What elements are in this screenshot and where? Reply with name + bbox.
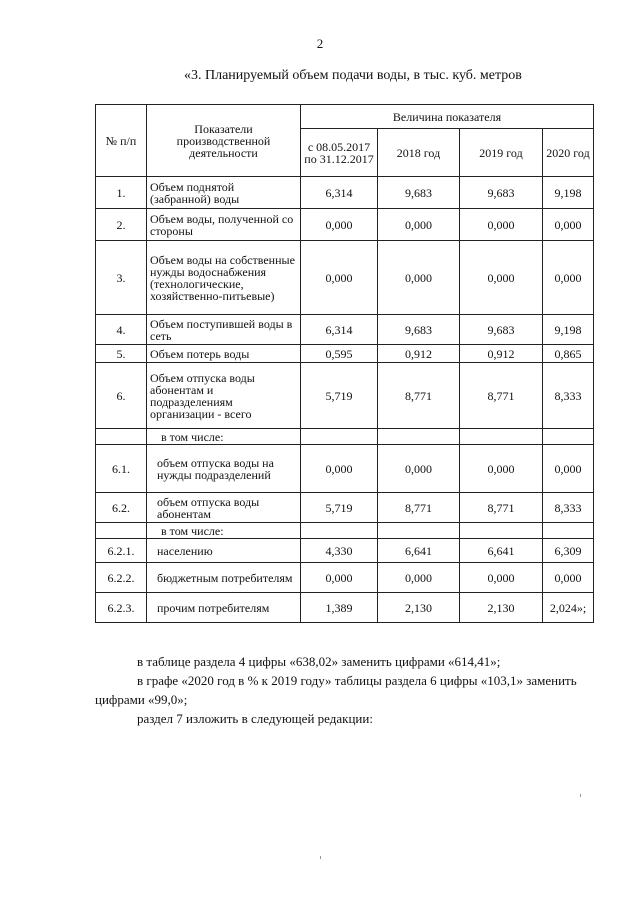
table-row	[96, 241, 594, 315]
value-cell: 9,198	[543, 315, 594, 345]
row-number-cell: 4.	[96, 315, 147, 345]
row-number-cell: 6.2.	[96, 493, 147, 523]
value-cell: 5,719	[301, 493, 378, 523]
table-row	[96, 563, 594, 593]
header-period: с 08.05.2017 по 31.12.2017	[301, 129, 378, 177]
table-body	[96, 177, 594, 623]
value-cell: 0,000	[378, 445, 460, 493]
value-cell: 2,130	[378, 593, 460, 623]
row-number-cell: 6.2.1.	[96, 539, 147, 563]
value-cell	[301, 429, 378, 445]
value-cell: 0,912	[460, 345, 543, 363]
value-cell: 8,771	[378, 363, 460, 429]
value-cell	[378, 523, 460, 539]
row-number-cell: 1.	[96, 177, 147, 209]
indicator-name-cell: объем отпуска воды абонентам	[147, 493, 301, 523]
value-cell: 0,000	[301, 241, 378, 315]
table-row	[96, 429, 594, 445]
water-supply-table	[95, 104, 594, 623]
value-cell: 0,000	[460, 563, 543, 593]
row-number-cell: 5.	[96, 345, 147, 363]
value-cell	[378, 429, 460, 445]
value-cell: 0,912	[378, 345, 460, 363]
indicator-name-cell: Объем поднятой (забранной) воды	[147, 177, 301, 209]
paragraph-2: в графе «2020 год в % к 2019 году» таблицы раздела 6 цифры «103,1» заменить цифрами «99,0»;	[95, 673, 577, 707]
table-row	[96, 177, 594, 209]
value-cell: 6,641	[378, 539, 460, 563]
paragraph-3: раздел 7 изложить в следующей редакции:	[137, 711, 373, 726]
value-cell: 5,719	[301, 363, 378, 429]
value-cell: 6,314	[301, 315, 378, 345]
value-cell: 6,641	[460, 539, 543, 563]
table-row	[96, 345, 594, 363]
row-number-cell: 3.	[96, 241, 147, 315]
value-cell: 0,000	[301, 563, 378, 593]
table-row	[96, 523, 594, 539]
table-row	[96, 315, 594, 345]
value-cell: 8,333	[543, 493, 594, 523]
value-cell: 0,000	[543, 209, 594, 241]
header-2019: 2019 год	[460, 129, 543, 177]
value-cell: 9,683	[378, 315, 460, 345]
indicator-name-cell: прочим потребителям	[147, 593, 301, 623]
indicator-name-cell: Объем потерь воды	[147, 345, 301, 363]
value-cell	[460, 523, 543, 539]
indicator-name-cell: в том числе:	[147, 523, 301, 539]
value-cell: 0,000	[543, 445, 594, 493]
value-cell: 0,000	[460, 445, 543, 493]
value-cell: 9,198	[543, 177, 594, 209]
value-cell: 1,389	[301, 593, 378, 623]
indicator-name-cell: бюджетным потребителям	[147, 563, 301, 593]
header-2020: 2020 год	[543, 129, 594, 177]
value-cell: 9,683	[378, 177, 460, 209]
value-cell: 6,309	[543, 539, 594, 563]
value-cell: 9,683	[460, 177, 543, 209]
row-number-cell	[96, 429, 147, 445]
table-row	[96, 593, 594, 623]
value-cell	[543, 523, 594, 539]
value-cell: 2,024»;	[543, 593, 594, 623]
scan-speck	[320, 856, 321, 859]
header-2018: 2018 год	[378, 129, 460, 177]
row-number-cell: 6.	[96, 363, 147, 429]
value-cell	[460, 429, 543, 445]
value-cell: 4,330	[301, 539, 378, 563]
value-cell: 2,130	[460, 593, 543, 623]
paragraph-1: в таблице раздела 4 цифры «638,02» заменить цифрами «614,41»;	[137, 654, 501, 669]
page-number: 2	[316, 36, 324, 51]
value-cell: 0,000	[301, 209, 378, 241]
indicator-name-cell: населению	[147, 539, 301, 563]
table-row	[96, 539, 594, 563]
value-cell: 8,771	[378, 493, 460, 523]
table-row	[96, 493, 594, 523]
value-cell: 0,000	[301, 445, 378, 493]
header-indicators: Показатели производственной деятельности	[147, 105, 301, 177]
row-number-cell	[96, 523, 147, 539]
value-cell: 0,000	[543, 241, 594, 315]
value-cell: 6,314	[301, 177, 378, 209]
header-num: № п/п	[96, 105, 147, 177]
value-cell: 0,000	[378, 563, 460, 593]
table-row	[96, 445, 594, 493]
row-number-cell: 6.2.2.	[96, 563, 147, 593]
indicator-name-cell: Объем поступившей воды в сеть	[147, 315, 301, 345]
table-row	[96, 209, 594, 241]
table-title: «3. Планируемый объем подачи воды, в тыс. куб. метров	[184, 68, 522, 83]
value-cell: 0,865	[543, 345, 594, 363]
value-cell: 0,000	[543, 563, 594, 593]
header-value-group: Величина показателя	[301, 105, 594, 129]
indicator-name-cell: Объем отпуска воды абонентам и подразделениям организации - всего	[147, 363, 301, 429]
value-cell: 0,000	[378, 241, 460, 315]
scan-speck	[580, 794, 581, 797]
value-cell: 9,683	[460, 315, 543, 345]
row-number-cell: 6.1.	[96, 445, 147, 493]
row-number-cell: 6.2.3.	[96, 593, 147, 623]
value-cell: 8,771	[460, 493, 543, 523]
value-cell	[543, 429, 594, 445]
row-number-cell: 2.	[96, 209, 147, 241]
indicator-name-cell: Объем воды, полученной со стороны	[147, 209, 301, 241]
value-cell: 0,000	[378, 209, 460, 241]
value-cell: 8,771	[460, 363, 543, 429]
table-row	[96, 363, 594, 429]
indicator-name-cell: Объем воды на собственные нужды водоснабжения (технологические, хозяйственно-питьевые)	[147, 241, 301, 315]
value-cell: 0,595	[301, 345, 378, 363]
indicator-name-cell: объем отпуска воды на нужды подразделений	[147, 445, 301, 493]
value-cell: 0,000	[460, 209, 543, 241]
value-cell: 8,333	[543, 363, 594, 429]
value-cell: 0,000	[460, 241, 543, 315]
indicator-name-cell: в том числе:	[147, 429, 301, 445]
value-cell	[301, 523, 378, 539]
